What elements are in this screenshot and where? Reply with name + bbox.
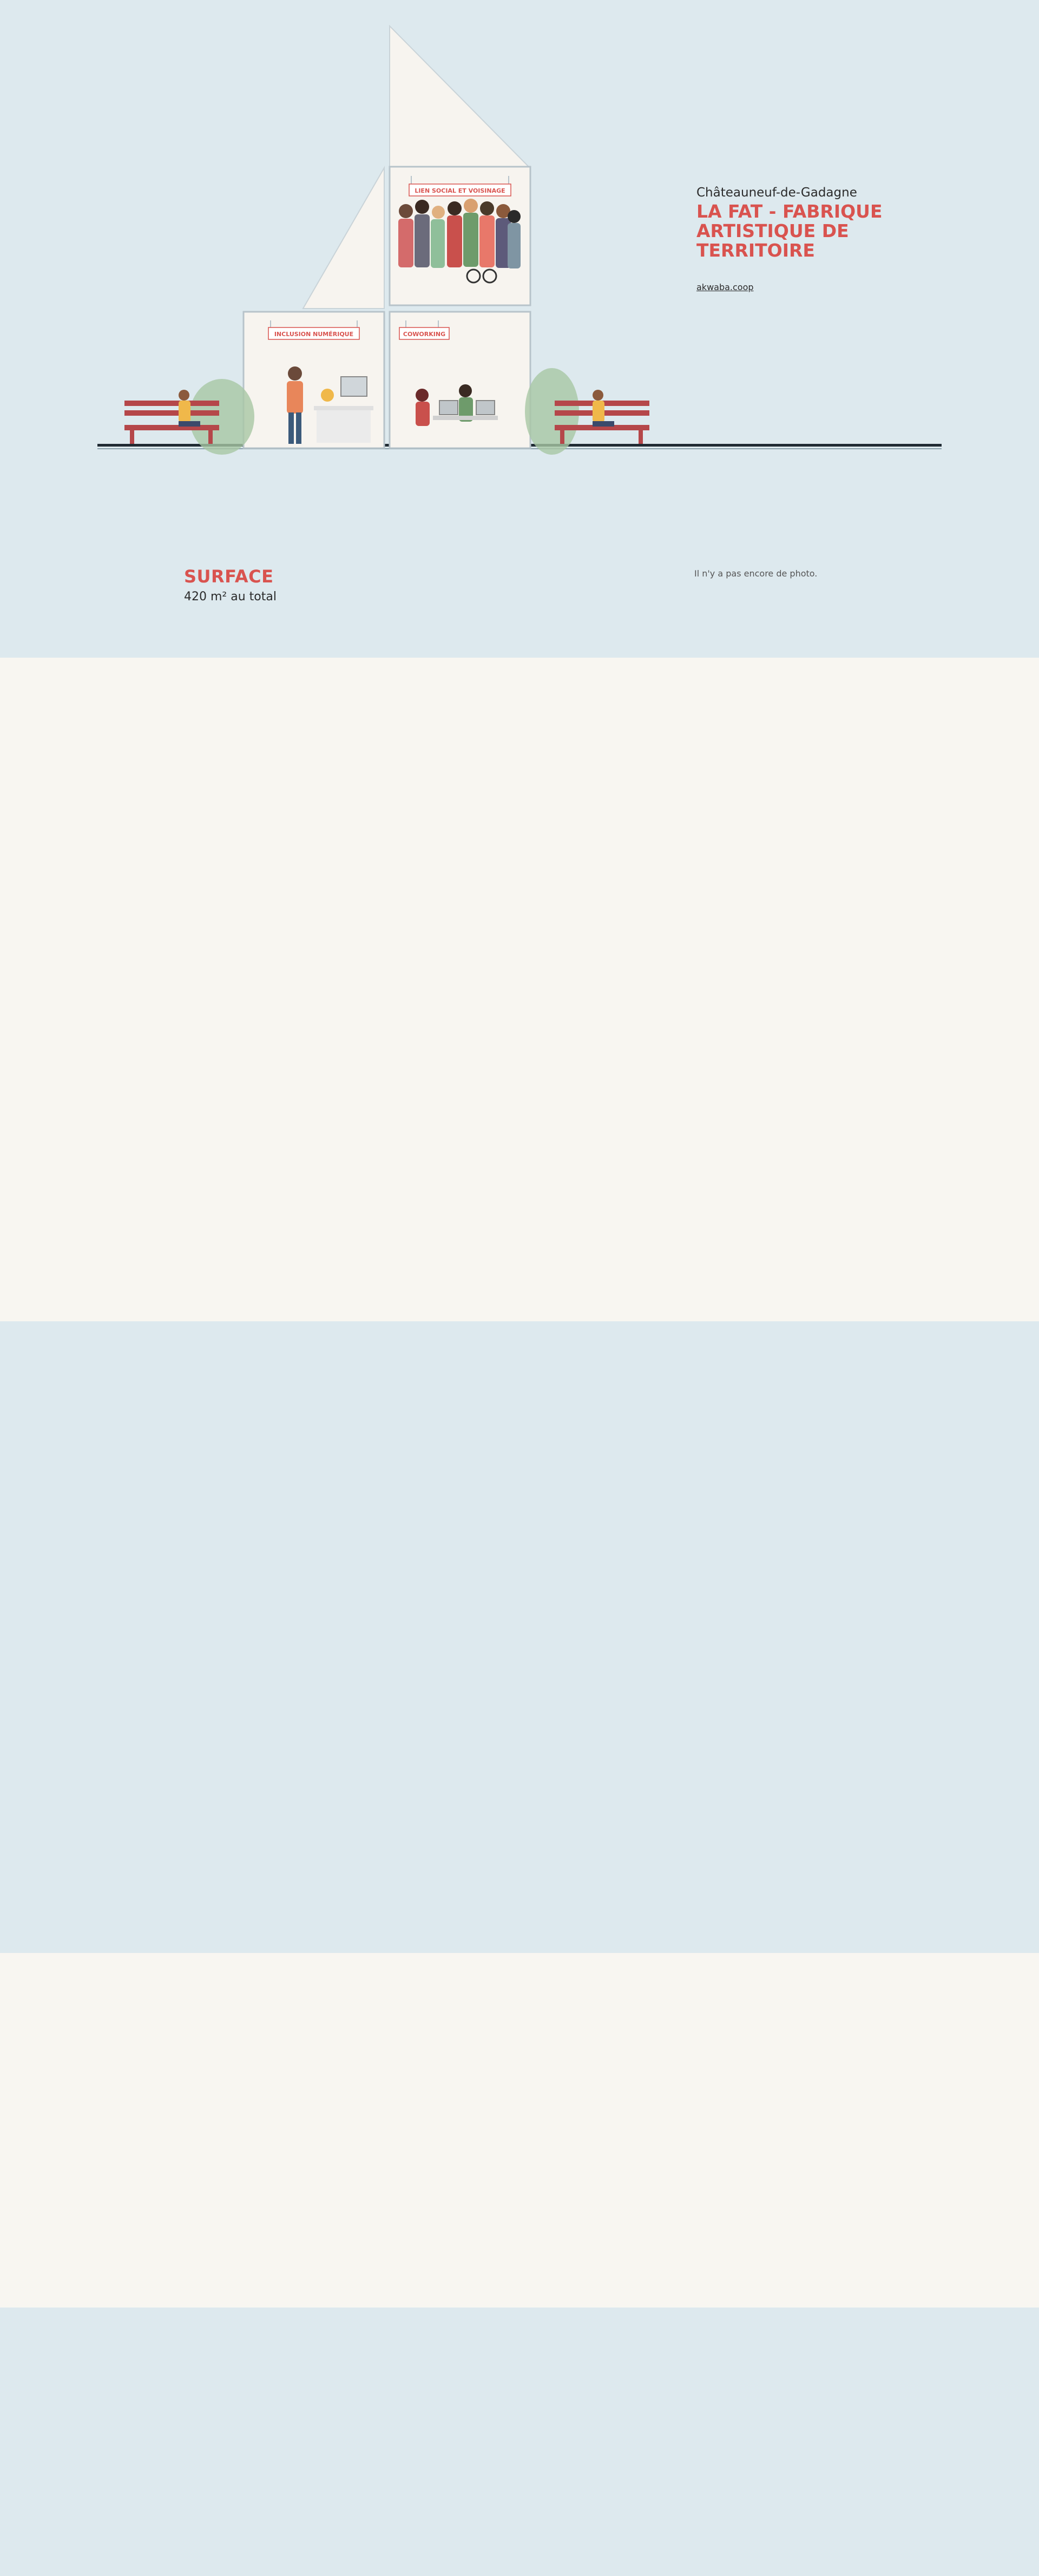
hero-section	[0, 0, 1039, 658]
sign-lien-social: LIEN SOCIAL ET VOISINAGE	[415, 187, 505, 194]
website-link[interactable]: akwaba.coop	[696, 282, 754, 292]
hero-title: LA FAT - FABRIQUE ARTISTIQUE DE TERRITOIRE	[696, 201, 883, 261]
no-photo-message: Il n'y a pas encore de photo.	[694, 568, 818, 579]
sign-inclusion-numerique: INCLUSION NUMÉRIQUE	[274, 331, 354, 338]
sign-coworking: COWORKING	[403, 331, 446, 338]
acteurs-section	[0, 2308, 1039, 2576]
hero-info	[696, 186, 924, 292]
idea-section	[0, 1321, 1039, 1953]
surface-value: 420 m² au total	[184, 590, 277, 604]
composition-section	[0, 1953, 1039, 2308]
localisation-section	[0, 658, 1039, 1321]
hero-city: Châteauneuf-de-Gadagne	[696, 186, 857, 200]
surface-title: SURFACE	[184, 566, 274, 587]
surface-block	[184, 566, 277, 604]
